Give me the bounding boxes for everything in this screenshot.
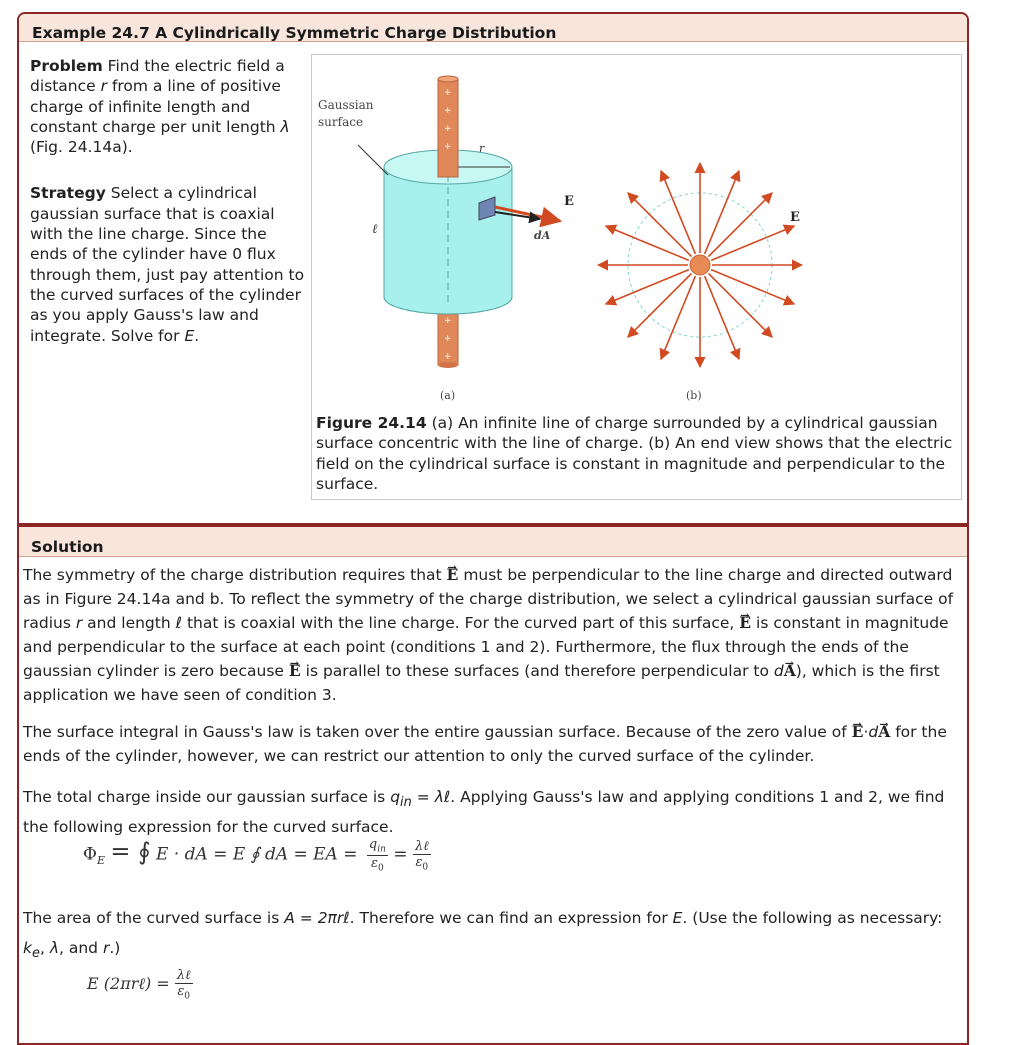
problem-text-3: (Fig. 24.14a). bbox=[30, 138, 133, 157]
sub-e: e bbox=[31, 946, 40, 962]
var-d: d bbox=[868, 723, 879, 741]
field-arrow bbox=[628, 193, 692, 257]
figure-caption bbox=[316, 413, 956, 494]
problem-text-1: Find the electric field a distance bbox=[30, 57, 285, 96]
svg-text:+: + bbox=[444, 106, 452, 116]
equals: = bbox=[299, 909, 313, 927]
dot-operator: · bbox=[863, 723, 869, 741]
p1-text: is parallel to these surfaces (and therefore perpendicular to bbox=[305, 662, 769, 680]
svg-text:+: + bbox=[444, 88, 452, 98]
field-arrow bbox=[708, 193, 772, 257]
field-arrow bbox=[711, 270, 794, 304]
vec-E: → E bbox=[852, 722, 864, 741]
label-gaussian: Gaussian bbox=[318, 98, 374, 112]
label-b: (b) bbox=[686, 389, 702, 402]
eq2-den: ε bbox=[177, 984, 185, 999]
gaussian-pointer-line bbox=[358, 145, 388, 175]
vec-A: → A bbox=[878, 722, 890, 741]
p1-text: must be perpendicular to the line charge and directed outward as in Figure 24.14a and b. To reflect the symmetry of the charge distribution, we select a cylindrical gaussian surface of radius bbox=[23, 566, 954, 632]
eq2-num: λℓ bbox=[176, 968, 191, 983]
field-arrow bbox=[708, 273, 772, 337]
eq2-lhs: E (2πrℓ) = bbox=[87, 973, 170, 993]
eq1-fraction-2 bbox=[413, 838, 431, 873]
p4-text: The area of the curved surface is bbox=[23, 909, 280, 927]
eq1-num-1-sub: in bbox=[377, 844, 386, 855]
problem-paragraph bbox=[30, 56, 305, 157]
caption-text: (a) An infinite line of charge surrounded by a cylindrical gaussian surface concentric with the line of charge. (b) An end view shows that the electric field on the cylindrical surface is constant in magnitude and perpendicular to the surface. bbox=[316, 414, 953, 493]
label-surface: surface bbox=[318, 115, 364, 129]
p3-text: The total charge inside our gaussian surface is bbox=[23, 788, 386, 806]
label-a: (a) bbox=[440, 389, 456, 402]
strategy-text: Select a cylindrical gaussian surface that is coaxial with the line charge. Since the ends of the cylinder have 0 flux through them, just pay attention to the curved surfaces of the cylinder as you apply Gauss's law and integrate. Solve for bbox=[30, 184, 305, 345]
field-arrow bbox=[705, 171, 739, 254]
eq2-fraction bbox=[175, 967, 193, 1002]
field-arrow bbox=[628, 273, 692, 337]
figure-illustration bbox=[312, 55, 961, 415]
field-arrow bbox=[705, 276, 739, 359]
p3-text: . Applying Gauss's law and applying conditions 1 and 2, we find the following expression for the curved surface. bbox=[23, 788, 945, 837]
solution-title: Solution bbox=[19, 527, 967, 557]
var-E: E bbox=[672, 909, 683, 927]
field-arrow bbox=[711, 226, 794, 260]
field-arrow bbox=[661, 171, 695, 254]
label-E-a: E bbox=[564, 194, 574, 209]
p1-text: that is coaxial with the line charge. For the curved part of this surface, bbox=[186, 614, 735, 632]
eq1-den-1: ε bbox=[371, 855, 379, 871]
comma: , bbox=[39, 939, 45, 957]
solution-paragraph-3 bbox=[23, 785, 963, 839]
svg-text:+: + bbox=[444, 124, 452, 134]
label-ell: ℓ bbox=[372, 222, 378, 237]
gauss-law-equation bbox=[83, 837, 431, 873]
p4-text: . Therefore we can find an expression for bbox=[349, 909, 668, 927]
label-r: r bbox=[479, 142, 485, 155]
svg-text:+: + bbox=[444, 352, 452, 362]
p2-text: for the ends of the cylinder, however, we can restrict our attention to only the curved surface of the cylinder. bbox=[23, 723, 947, 765]
field-arrow bbox=[606, 226, 689, 260]
vec-A: → A bbox=[784, 661, 796, 680]
left-column bbox=[30, 56, 305, 370]
p4-text: . (Use the following as necessary: bbox=[682, 909, 943, 927]
equals: = bbox=[416, 788, 430, 806]
label-dA: dA bbox=[534, 229, 551, 242]
p4-text: .) bbox=[109, 939, 121, 957]
eq1-middle: E · dA = E ∮ dA = EA = bbox=[156, 844, 358, 865]
eq1-den-2: ε bbox=[415, 854, 423, 870]
vec-E: → E bbox=[447, 565, 459, 584]
solution-paragraph-2 bbox=[23, 720, 963, 768]
area-expr: 2πrℓ bbox=[317, 909, 350, 927]
caption-label: Figure 24.14 bbox=[316, 414, 427, 432]
strategy-label: Strategy bbox=[30, 184, 106, 203]
strategy-var: E bbox=[184, 326, 195, 345]
eq1-equals: = bbox=[393, 844, 408, 865]
eq1-num-1: q bbox=[368, 837, 378, 852]
label-E-b: E bbox=[790, 210, 800, 225]
p2-text: The surface integral in Gauss's law is taken over the entire gaussian surface. Because of the zero value of bbox=[23, 723, 847, 741]
eq1-den-1-sub: 0 bbox=[378, 863, 384, 874]
example-title: Example 24.7 A Cylindrically Symmetric Charge Distribution bbox=[19, 14, 967, 42]
field-arrow bbox=[661, 276, 695, 359]
svg-text:+: + bbox=[444, 316, 452, 326]
var-d: d bbox=[773, 662, 784, 680]
problem-label: Problem bbox=[30, 57, 103, 75]
end-view bbox=[598, 163, 802, 367]
eq1-fraction-1 bbox=[367, 837, 388, 873]
solution-box bbox=[17, 525, 969, 1045]
vec-E: → E bbox=[739, 613, 751, 632]
svg-text:+: + bbox=[444, 334, 452, 344]
problem-var-r: r bbox=[100, 77, 107, 96]
strategy-paragraph bbox=[30, 183, 305, 345]
eq2-den-sub: 0 bbox=[184, 991, 191, 1002]
var-q: q bbox=[390, 788, 401, 806]
eq1-phi: Φ bbox=[83, 844, 97, 865]
eq1-num-2: λℓ bbox=[414, 838, 429, 854]
var-k: k bbox=[23, 939, 32, 957]
example-box bbox=[17, 12, 969, 525]
eq1-phi-sub: E bbox=[96, 853, 105, 867]
solution-paragraph-4 bbox=[23, 903, 963, 969]
eq1-integral: = ∮ bbox=[110, 837, 151, 866]
p1-text: is constant in magnitude and perpendicular to the surface at each point (conditions 1 and 2). Furthermore, the flux through the ends of the gaussian cylinder is zero because bbox=[23, 614, 949, 680]
var-r: r bbox=[75, 614, 83, 632]
problem-text-2: from a line of positive charge of infinite length and constant charge per unit length bbox=[30, 77, 281, 136]
svg-text:+: + bbox=[444, 142, 452, 152]
sub-in: in bbox=[400, 795, 412, 811]
problem-lambda: λ bbox=[280, 117, 290, 136]
field-equation bbox=[87, 967, 193, 1002]
var-A: A bbox=[284, 909, 295, 927]
vec-E: → E bbox=[289, 661, 301, 680]
strategy-end: . bbox=[194, 326, 200, 345]
solution-paragraph-1 bbox=[23, 563, 963, 707]
p4-text: , and bbox=[59, 939, 99, 957]
p1-text: The symmetry of the charge distribution requires that bbox=[23, 566, 442, 584]
var-ell: ℓ bbox=[175, 614, 183, 632]
lambda-ell: λℓ bbox=[434, 788, 451, 806]
figure-24-14 bbox=[311, 54, 962, 500]
p1-text: ), which is the first application we have seen of condition 3. bbox=[23, 662, 940, 704]
p1-text: and length bbox=[87, 614, 171, 632]
var-r: r bbox=[102, 939, 110, 957]
eq1-den-2-sub: 0 bbox=[422, 862, 429, 873]
var-lambda: λ bbox=[49, 939, 59, 957]
field-arrow bbox=[606, 270, 689, 304]
